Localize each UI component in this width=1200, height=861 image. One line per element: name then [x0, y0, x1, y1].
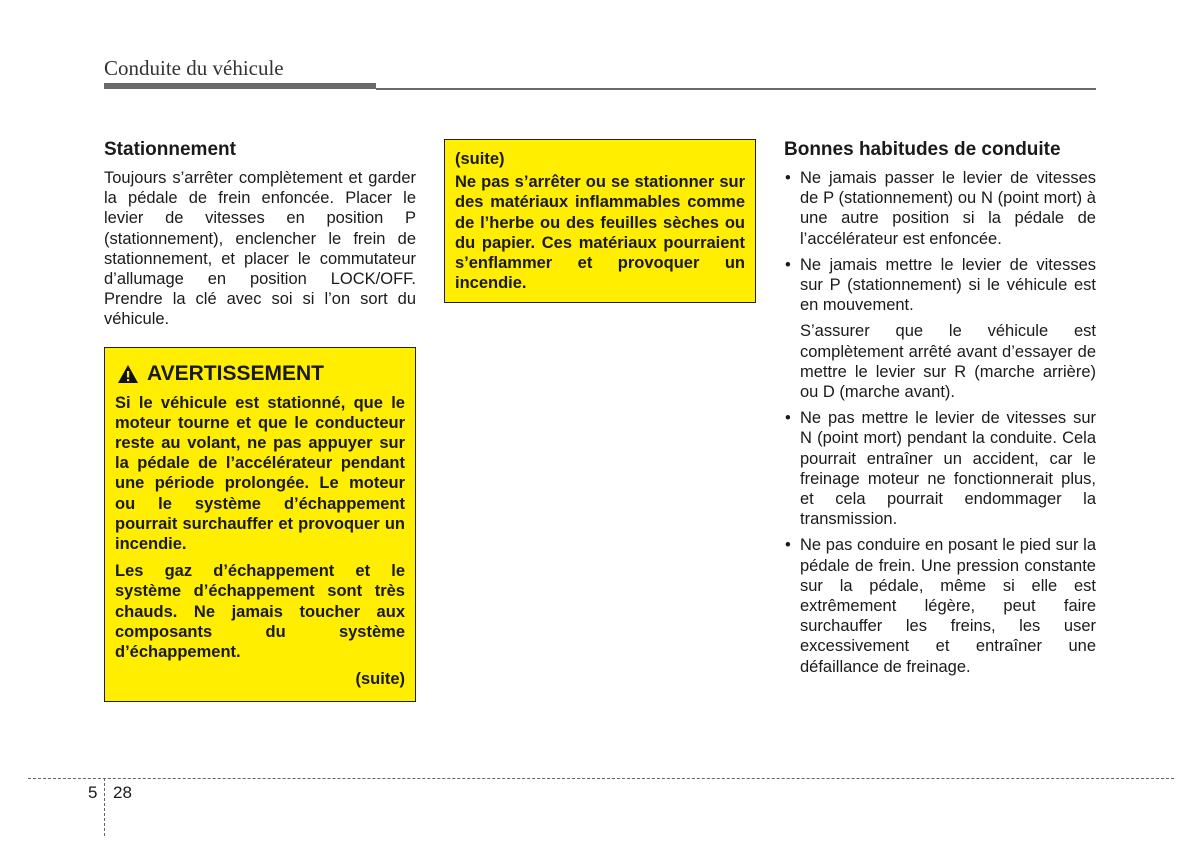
- stationnement-paragraph: Toujours s’arrêter complètement et garder la pédale de frein enfoncée. Placer le levier de vitesses en position P (stationnement), enclencher le frein de stationnement, et placer le commutateur d’allumage en position LOCK/OFF. Prendre la clé avec soi si l’on sort du véhicule.: [104, 169, 416, 329]
- warning-paragraph-2: Les gaz d’échappement et le système d’échappement sont très chauds. Ne jamais toucher aux composants du système d’échappement.: [115, 562, 405, 662]
- warning-box: [104, 347, 416, 703]
- page-header-title: Conduite du véhicule: [104, 56, 284, 80]
- list-item: [784, 255, 1096, 402]
- footer-divider-horizontal: [28, 778, 1174, 779]
- page-number: 28: [113, 783, 132, 802]
- right-column: [784, 139, 1096, 683]
- warning-triangle-icon: [117, 364, 139, 384]
- warning-paragraph-1: Si le véhicule est stationné, que le moteur tourne et que le conducteur reste au volant, ne pas appuyer sur la pédale de l’accélérateur pendant une période prolongée. Le moteur ou le système d’échappement pourrait surchauffer et provoquer un incendie.: [115, 393, 405, 554]
- bullet-sub-paragraph: S’assurer que le véhicule est complètement arrêté avant d’essayer de mettre le levier sur R (marche arrière) ou D (marche avant).: [800, 322, 1096, 402]
- bullet-text-3: Ne pas mettre le levier de vitesses sur N (point mort) pendant la conduite. Cela pourrait entraîner un accident, car le freinage moteur ne fonctionnerait plus, et cela pourrait endommager la transmission.: [800, 409, 1096, 529]
- bullet-text-4: Ne pas conduire en posant le pied sur la pédale de frein. Une pression constante sur la pédale, même si elle est extrêmement légère, peut faire surchauffer les freins, les user excessivement et entraîner une défaillance de freinage.: [800, 536, 1096, 676]
- bullet-text-1: Ne jamais passer le levier de vitesses de P (stationnement) ou N (point mort) à une autre position si la pédale de l’accélérateur est enfoncée.: [800, 169, 1096, 248]
- section-heading-stationnement: Stationnement: [104, 139, 236, 160]
- list-item: [784, 535, 1096, 676]
- warning-box-continued: [444, 139, 756, 303]
- section-heading-habitudes: Bonnes habitudes de conduite: [784, 139, 1061, 160]
- left-column: [104, 139, 416, 702]
- footer-divider-vertical: [104, 778, 105, 836]
- habits-list: [784, 168, 1096, 677]
- list-item: [784, 168, 1096, 249]
- warning-title-text: AVERTISSEMENT: [147, 361, 324, 385]
- middle-column: [444, 139, 756, 303]
- middle-continued-label: (suite): [455, 150, 505, 168]
- chapter-number: 5: [88, 783, 98, 802]
- middle-warning-text: Ne pas s’arrêter ou se stationner sur des matériaux inflammables comme de l’herbe ou des feuilles sèches ou du papier. Ces matériaux pourraient s’enflammer et provoquer un incendie.: [455, 173, 745, 293]
- warning-title: [117, 362, 405, 386]
- warning-continued: (suite): [355, 670, 405, 689]
- bullet-text-2: Ne jamais mettre le levier de vitesses sur P (stationnement) si le véhicule est en mouvement.: [800, 255, 1096, 315]
- list-item: [784, 408, 1096, 529]
- header-rule-thin: [376, 88, 1096, 90]
- header-rule-thick: [104, 83, 376, 89]
